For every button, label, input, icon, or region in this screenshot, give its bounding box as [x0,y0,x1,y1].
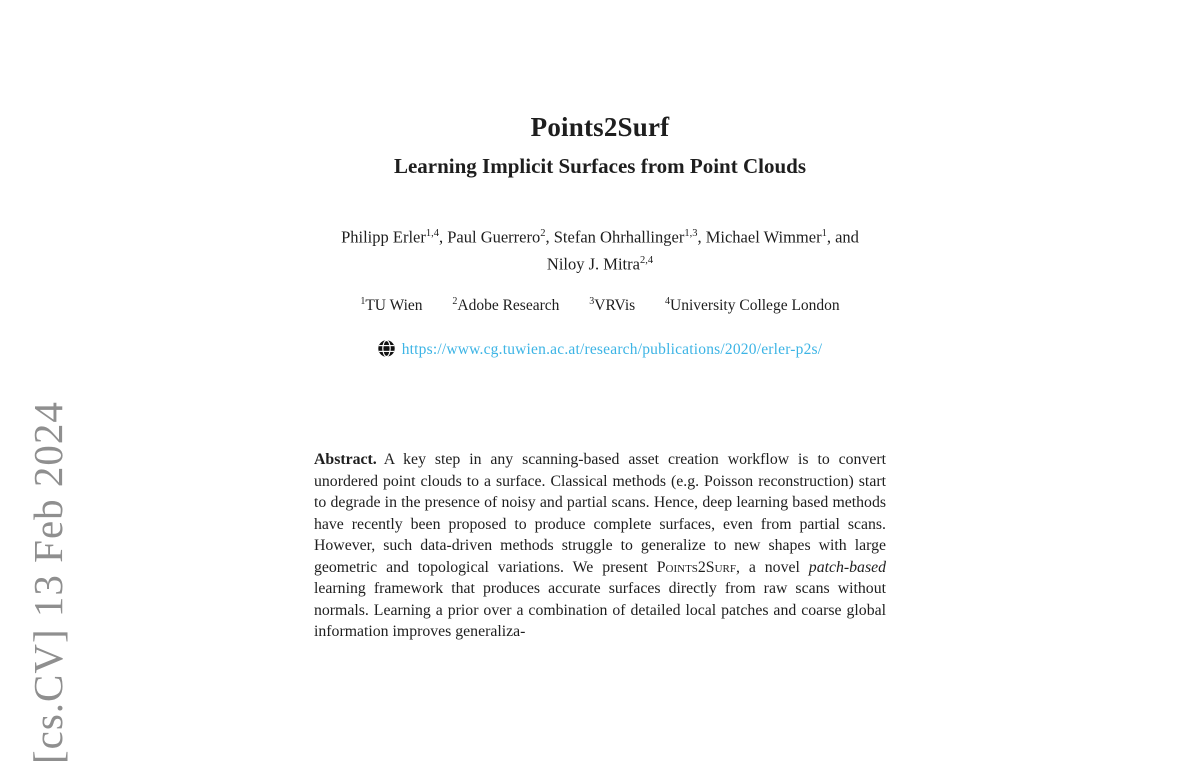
abstract-label: Abstract. [314,451,377,469]
author-name: Paul Guerrero [447,227,541,247]
affiliation-name: VRVis [594,297,636,315]
paper-title: Points2Surf [530,112,670,142]
author-affiliation-marker: 1,4 [425,228,439,239]
author-name: Niloy J. Mitra [546,254,640,273]
affiliation-name: University College London [670,297,840,315]
author-affiliation-marker: 1,3 [684,228,698,239]
abstract-paragraph [314,449,886,643]
affiliation-marker: 2 [452,296,458,307]
affiliation-list [0,296,1200,315]
affiliation-marker: 3 [589,296,595,307]
project-url-link[interactable]: https://www.cg.tuwien.ac.at/research/publications/2020/erler-p2s/ [401,341,823,359]
project-url-line [0,340,1200,362]
affiliation-item [665,297,840,314]
abstract-text: learning framework that produces accurate surfaces directly from raw scans without normals. Learning a prior over a combination of detailed local patches and coarse global information improves generaliza- [314,580,886,641]
author-name: Stefan Ohrhallinger [553,227,685,247]
paper-page [0,112,1200,643]
author-affiliation-marker: 1 [821,228,827,239]
author-separator: , and [826,227,859,247]
author-list [220,222,980,275]
affiliation-marker: 1 [360,296,366,307]
abstract-method-name: Points2Surf [656,558,736,576]
author-name: Michael Wimmer [705,227,822,247]
author-separator: , [545,227,554,247]
author-name: Philipp Erler [341,227,426,247]
globe-icon [378,340,395,362]
abstract-text: A key step in any scanning-based asset creation workflow is to convert unordered point clouds to a surface. Classical methods (e.g. Poisson reconstruction) start to degrade in the presence of noisy and partial scans. Hence, deep learning based methods have recently been proposed to produce complete surfaces, even from partial scans. However, such data-driven methods struggle to generalize to new shapes with large geometric and topological variations. We present [314,451,886,576]
affiliation-item [360,297,422,314]
affiliation-item [452,297,559,314]
author-affiliation-marker: 2,4 [639,254,654,266]
author-separator: , [438,227,448,247]
affiliation-item [589,297,635,314]
affiliation-name: Adobe Research [457,297,560,315]
abstract-text: , a novel [736,558,809,576]
affiliation-name: TU Wien [365,297,423,315]
arxiv-sidebar-banner: [cs.CV] 13 Feb 2024 [25,401,71,764]
author-separator: , [697,227,706,247]
author-affiliation-marker: 2 [540,228,546,239]
paper-subtitle: Learning Implicit Surfaces from Point Clouds [393,154,807,178]
abstract-emphasis: patch-based [808,558,887,576]
affiliation-marker: 4 [665,296,671,307]
